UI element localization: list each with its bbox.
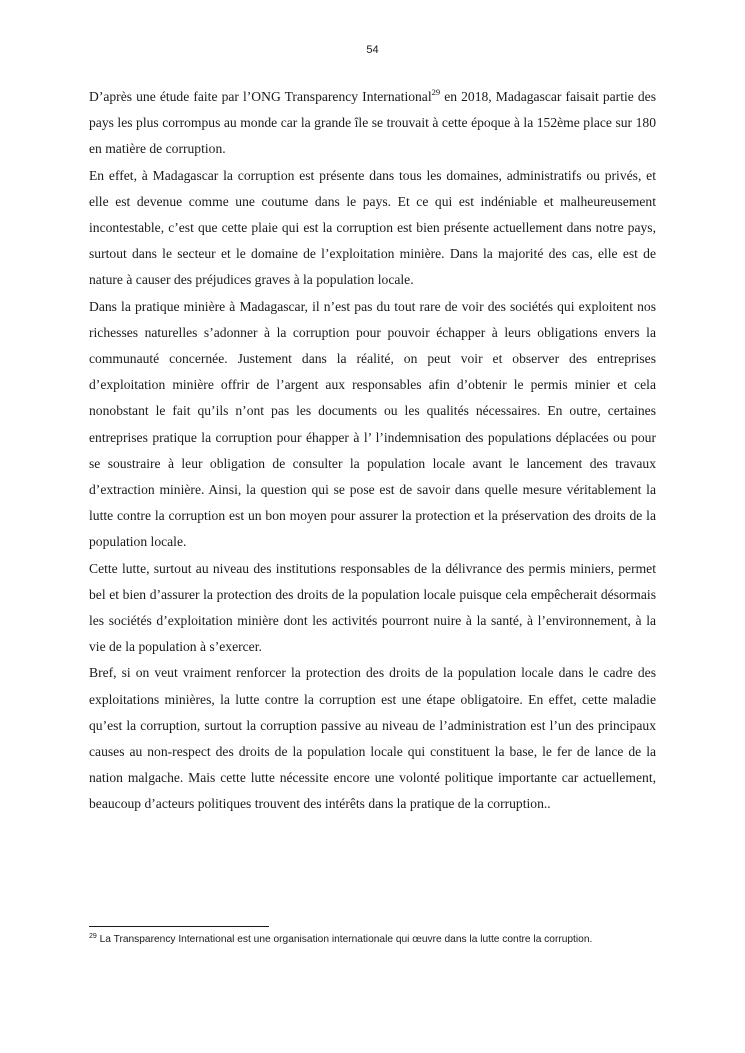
footnote-text: La Transparency International est une organisation internationale qui œuvre dans la lutte contre la corruption.	[96, 934, 593, 945]
footnote-reference-29[interactable]: 29	[431, 87, 441, 97]
page-number: 54	[366, 44, 379, 56]
paragraph-1-text-after-footnote: en 2018, Madagascar faisait partie des pays les plus corrompus au monde car la grande île se trouvait à cette époque à la 152ème place sur 180 en matière de corruption.	[89, 89, 656, 157]
paragraph-3: Dans la pratique minière à Madagascar, il n’est pas du tout rare de voir des sociétés qui exploitent nos richesses naturelles s’adonner à la corruption pour pouvoir échapper à leurs obligations envers la communauté concernée. Justement dans la réalité, on peut voir et observer des entreprises d’exploitation minière offrir de l’argent aux responsables afin d’obtenir le permis minier et cela nonobstant le fait qu’ils n’ont pas les documents ou les qualités nécessaires. En outre, certaines entreprises pratique la corruption pour éhapper à l’ l’indemnisation des populations déplacées ou pour se soustraire à leur obligation de consulter la population locale avant le lancement des travaux d’extraction minière. Ainsi, la question qui se pose est de savoir dans quelle mesure véritablement la lutte contre la corruption est un bon moyen pour assurer la protection et la préservation des droits de la population locale.	[89, 298, 656, 550]
footnote	[89, 932, 649, 947]
paragraph-2: En effet, à Madagascar la corruption est présente dans tous les domaines, administratifs ou privés, et elle est devenue comme une coutume dans le pays. Et ce qui est indéniable et malheureusement incontestable, c’est que cette plaie qui est la corruption est bien présente actuellement dans notre pays, surtout dans le secteur et le domaine de l’exploitation minière. Dans la majorité des cas, elle est de nature à causer des préjudices graves à la population locale.	[89, 167, 656, 288]
footnote-separator	[89, 926, 269, 927]
paragraph-1	[89, 84, 656, 163]
paragraph-5: Bref, si on veut vraiment renforcer la protection des droits de la population locale dans le cadre des exploitations minières, la lutte contre la corruption est une étape obligatoire. En effet, cette maladie qu’est la corruption, surtout la corruption passive au niveau de l’administration est l’un des principaux causes au non-respect des droits de la population locale qui constituent la base, le fer de lance de la nation malgache. Mais cette lutte nécessite encore une volonté politique importante car actuellement, beaucoup d’acteurs politiques trouvent des intérêts dans la pratique de la corruption..	[89, 665, 656, 812]
paragraph-1-text-before-footnote: D’après une étude faite par l’ONG Transparency International	[89, 89, 432, 104]
footnote-number: 29	[89, 933, 97, 940]
body-text	[89, 84, 656, 818]
paragraph-4: Cette lutte, surtout au niveau des institutions responsables de la délivrance des permis miniers, permet bel et bien d’assurer la protection des droits de la population locale puisque cela empêcherait désormais les sociétés d’exploitation minière dont les activités pourront nuire à la santé, à l’environnement, à la vie de la population à s’exercer.	[89, 560, 656, 655]
